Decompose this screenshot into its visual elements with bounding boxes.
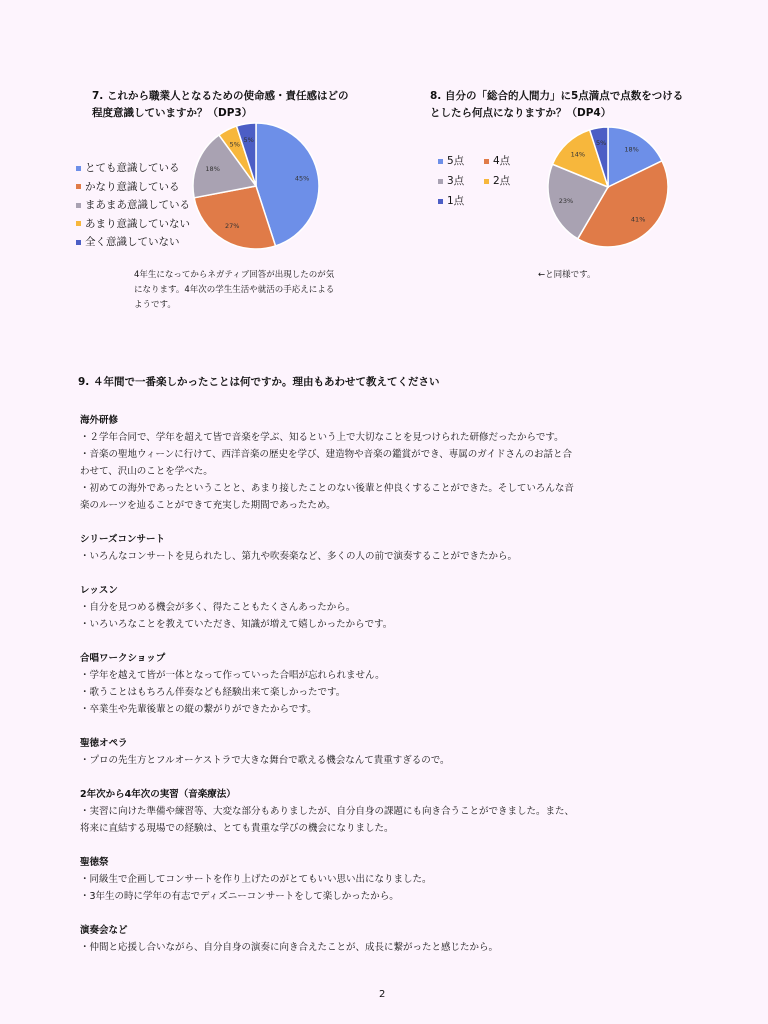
answer-line: ・音楽の聖地ウィーンに行けて、西洋音楽の歴史を学び、建造物や音楽の鑑賞ができ、専属のガイドさんのお話と合: [80, 449, 573, 460]
pie-slice-label: 18%: [205, 164, 220, 173]
q7-comment-line2: になります。4年次の学生生活や就活の手応えによる: [134, 285, 335, 295]
answer-line: ・歌うことはもちろん伴奏なども経験出来て楽しかったです。: [80, 687, 346, 698]
legend-swatch: [438, 199, 443, 204]
q9-answers: [80, 412, 680, 973]
legend-label: あまり意識していない: [85, 217, 190, 230]
answer-category: [80, 582, 680, 633]
legend-swatch: [76, 240, 81, 245]
q8-title-line1: 8. 自分の「総合的人間力」に5点満点で点数をつける: [430, 90, 684, 102]
legend-label: 4点: [493, 155, 511, 167]
q7-legend-item: [76, 159, 190, 178]
answer-category: [80, 854, 680, 905]
answer-line: ・仲間と応援し合いながら、自分自身の演奏に向き合えたことが、成長に繋がったと感じたから。: [80, 942, 499, 953]
answer-category-title: レッスン: [80, 585, 118, 596]
q7-comment: [134, 268, 384, 313]
answer-category: [80, 650, 680, 718]
answer-line: ・いろんなコンサートを見られたし、第九や吹奏楽など、多くの人の前で演奏することができたから。: [80, 551, 518, 562]
legend-swatch: [76, 203, 81, 208]
q9-section: [78, 374, 698, 395]
answer-category: [80, 735, 680, 769]
q8-legend-item: [438, 171, 484, 191]
answer-category: [80, 922, 680, 956]
answer-line: 将来に直結する現場での経験は、とても貴重な学びの機会になりました。: [80, 823, 394, 834]
answer-line: ・いろいろなことを教えていただき、知識が増えて嬉しかったからです。: [80, 619, 393, 630]
answer-line: 楽のルーツを辿ることができて充実した期間であったため。: [80, 500, 336, 511]
q8-legend: [438, 151, 530, 211]
legend-label: かなり意識している: [85, 180, 180, 193]
legend-swatch: [438, 179, 443, 184]
q7-title-line1: 7. これから職業人となるための使命感・責任感はどの: [92, 90, 349, 102]
legend-label: 3点: [447, 175, 465, 187]
answer-category-title: 2年次から4年次の実習（音楽療法）: [80, 789, 236, 800]
pie-slice-label: 23%: [558, 197, 574, 206]
page-number: 2: [379, 989, 386, 1000]
answer-line: わせて、沢山のことを学べた。: [80, 466, 213, 477]
answer-line: ・自分を見つめる機会が多く、得たこともたくさんあったから。: [80, 602, 356, 613]
legend-label: 全く意識していない: [85, 236, 180, 248]
pie-slice-label: 5%: [243, 135, 254, 144]
legend-swatch: [484, 179, 489, 184]
q8-legend-item: [438, 191, 484, 211]
pie-slice-label: 5%: [229, 140, 240, 149]
q7-pie-chart: [192, 122, 320, 250]
q7-title: [92, 88, 382, 122]
q7-legend-item: [76, 215, 190, 234]
answer-line: ・学年を越えて皆が一体となって作っていった合唱が忘れられません。: [80, 670, 385, 681]
q8-title: [430, 88, 730, 122]
pie-slice-label: 5%: [595, 139, 607, 148]
legend-swatch: [76, 221, 81, 226]
answer-category-title: 聖徳祭: [80, 857, 109, 868]
answer-category-title: 演奏会など: [80, 925, 128, 936]
q7-legend-item: [76, 233, 190, 252]
legend-swatch: [438, 159, 443, 164]
q7-legend-item: [76, 196, 190, 215]
answer-line: ・実習に向けた準備や練習等、大変な部分もありましたが、自分自身の課題にも向き合うことができました。また、: [80, 806, 575, 817]
answer-category: [80, 412, 680, 514]
q8-pie-chart: [547, 126, 669, 248]
q8-comment: ←と同様です。: [538, 270, 596, 280]
pie-slice-label: 41%: [630, 215, 646, 224]
answer-line: ・同級生で企画してコンサートを作り上げたのがとてもいい思い出になりました。: [80, 874, 432, 885]
legend-label: まあまあ意識している: [85, 199, 190, 211]
answer-line: ・3年生の時に学年の有志でディズニーコンサートをして楽しかったから。: [80, 891, 399, 902]
q7-legend: [76, 159, 190, 252]
q8-legend-item: [484, 151, 530, 171]
answer-category: [80, 531, 680, 565]
q7-comment-line3: ようです。: [134, 300, 176, 310]
legend-swatch: [484, 159, 489, 164]
legend-label: 5点: [447, 155, 465, 167]
pie-slice-label: 27%: [225, 222, 240, 231]
legend-swatch: [76, 184, 81, 189]
pie-slice-label: 14%: [570, 150, 586, 159]
legend-swatch: [76, 166, 81, 171]
q7-comment-line1: 4年生になってからネガティブ回答が出現したのが気: [134, 270, 335, 280]
q8-legend-item: [484, 171, 530, 191]
pie-slice-label: 45%: [294, 174, 310, 183]
q7-legend-item: [76, 178, 190, 197]
answer-line: ・卒業生や先輩後輩との縦の繋がりができたからです。: [80, 704, 317, 715]
answer-category-title: 合唱ワークショップ: [80, 653, 166, 664]
answer-category-title: 海外研修: [80, 415, 119, 426]
legend-label: 1点: [447, 195, 465, 207]
q7-title-line2: 程度意識していますか？（DP3）: [92, 107, 253, 119]
pie-slice-label: 18%: [624, 145, 639, 154]
legend-label: とても意識している: [85, 162, 180, 174]
answer-category-title: シリーズコンサート: [80, 534, 166, 545]
q9-title: 9. ４年間で一番楽しかったことは何ですか。理由もあわせて教えてください: [78, 376, 440, 388]
answer-line: ・初めての海外であったということと、あまり接したことのない後輩と仲良くすることができた。そしていろんな音: [80, 483, 574, 494]
answer-line: ・２学年合同で、学年を超えて皆で音楽を学ぶ、知るという上で大切なことを見つけられた研修だったからです。: [80, 432, 564, 443]
q8-legend-item: [438, 151, 484, 171]
answer-category-title: 聖徳オペラ: [80, 738, 128, 749]
answer-line: ・プロの先生方とフルオーケストラで大きな舞台で歌える機会なんて貴重すぎるので。: [80, 755, 450, 766]
answer-category: [80, 786, 680, 837]
legend-label: 2点: [493, 175, 511, 187]
q8-title-line2: としたら何点になりますか？（DP4）: [430, 107, 612, 119]
